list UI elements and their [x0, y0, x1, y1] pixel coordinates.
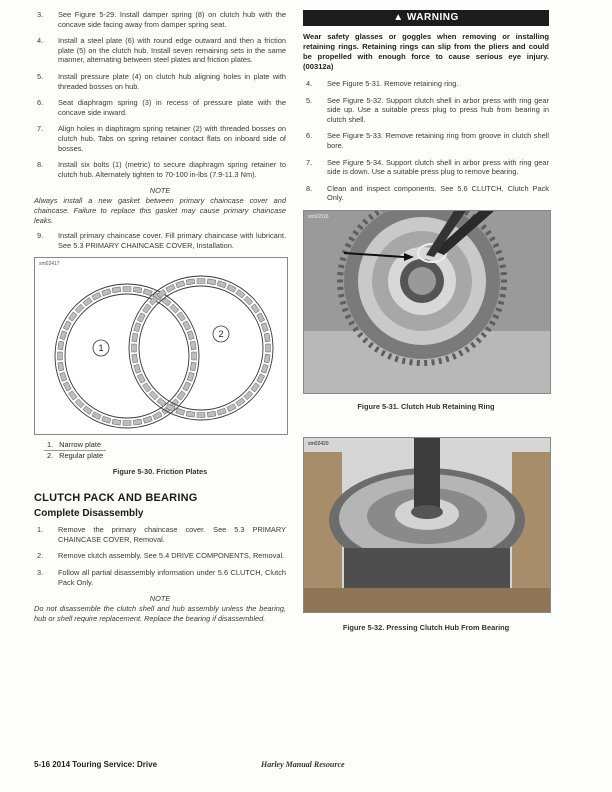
step-number: 2. — [37, 551, 44, 561]
step-item — [34, 551, 286, 561]
warning-text: Wear safety glasses or goggles when removing or installing retaining rings. Retaining rings can slip from the pliers and could be propelled with enough force to cause serious eye injury. (00312a) — [303, 32, 549, 71]
callout-1-label: 1 — [98, 343, 104, 354]
figure-caption: Figure 5-30. Friction Plates — [112, 467, 208, 477]
friction-pad — [187, 331, 194, 340]
step-number: 4. — [37, 36, 44, 46]
friction-pad — [170, 304, 179, 313]
step-text: Seat diaphragm spring (3) in recess of pressure plate with the concave side inward. — [58, 98, 286, 117]
friction-pad — [92, 412, 101, 420]
step-number: 8. — [306, 183, 313, 193]
friction-pad — [60, 372, 67, 381]
friction-pad — [207, 279, 216, 285]
step-number: 6. — [37, 98, 44, 108]
friction-pad — [143, 289, 152, 296]
narrow-plate-illustration — [55, 284, 199, 428]
friction-pad — [217, 408, 226, 415]
step-text: Install six bolts (1) (metric) to secure diaphragm spring retainer to clutch hub. Alternately tighten to 70-100 in-lbs (7.9-11.3 Nm). — [58, 160, 286, 179]
photo-arbor-press — [304, 438, 550, 612]
step-number: 3. — [37, 568, 44, 578]
friction-pad — [264, 333, 270, 342]
legend-number: 2. — [44, 451, 56, 462]
friction-pad — [264, 354, 270, 363]
friction-pad — [143, 304, 152, 313]
friction-pad — [102, 416, 111, 423]
friction-pad — [112, 419, 121, 425]
friction-pad — [123, 421, 131, 426]
friction-pad — [251, 304, 260, 313]
friction-pad — [176, 281, 185, 288]
step-text: Align holes in diaphragm spring retainer (2) with threaded bosses on clutch hub. Tabs on spring retainer contact flats on inboard side of bosses. — [58, 124, 286, 153]
gear-tooth — [417, 360, 420, 366]
note-text: Always install a new gasket between primary chaincase cover and chaincase. Failure to replace this gasket may cause primary chaincase leaks. — [34, 196, 286, 225]
friction-pad — [236, 290, 245, 299]
friction-pad — [177, 391, 186, 400]
step-number: 9. — [37, 231, 44, 241]
warning-banner — [303, 10, 549, 26]
friction-pad — [92, 293, 101, 301]
friction-pad — [69, 391, 78, 400]
warning-label: WARNING — [406, 12, 459, 23]
photo-clutch-hub — [304, 211, 550, 393]
note-title: NOTE — [149, 594, 171, 604]
friction-pad — [183, 382, 191, 391]
step-item — [303, 79, 549, 89]
page-footer-right: Harley Manual Resource — [261, 760, 345, 769]
callout-2-label: 2 — [218, 329, 224, 340]
friction-pad — [192, 352, 197, 360]
arbor-press-photo-illustration — [304, 438, 550, 612]
friction-pad — [58, 341, 64, 350]
step-text: Install pressure plate (4) on clutch hub aligning holes in plate with threaded bosses on hub. — [58, 71, 286, 91]
step-number: 8. — [37, 160, 44, 170]
step-item — [34, 36, 286, 65]
friction-pad — [63, 321, 71, 330]
step-text: Follow all partial disassembly information under 5.6 CLUTCH, Clutch Pack Only. — [58, 568, 286, 587]
step-number: 6. — [306, 131, 313, 141]
step-text: Remove clutch assembly. See 5.4 DRIVE COMPONENTS, Removal. — [58, 551, 285, 561]
step-text: Install primary chaincase cover. Fill primary chaincase with lubricant. See 5.3 PRIMARY CHAINCASE COVER, Installation. — [58, 231, 286, 250]
step-number: 5. — [306, 95, 313, 105]
friction-pad — [197, 279, 205, 284]
step-item — [303, 184, 549, 203]
friction-pad — [143, 383, 152, 392]
figure-tag: sm02417 — [39, 261, 60, 268]
friction-pad — [177, 312, 186, 321]
figure-pressing-hub — [303, 437, 551, 613]
friction-pad — [186, 411, 195, 417]
friction-pad — [153, 412, 162, 420]
friction-pad — [133, 419, 142, 425]
friction-pad — [132, 333, 138, 342]
step-item — [303, 158, 549, 177]
figure-friction-plates — [34, 257, 288, 435]
step-text: See Figure 5-29. Install damper spring (8) on clutch hub with the concave side facing away from damper spring seat. — [58, 10, 286, 29]
figure-caption: Figure 5-31. Clutch Hub Retaining Ring — [357, 401, 495, 411]
gear-tooth — [501, 272, 507, 276]
legend-label: Regular plate — [56, 451, 106, 462]
friction-pad — [149, 391, 158, 400]
step-number: 7. — [37, 124, 44, 134]
friction-pad — [176, 408, 185, 415]
disassembly-steps-continued — [303, 79, 549, 203]
friction-pad — [227, 404, 236, 412]
disassembly-steps — [34, 525, 286, 587]
gear-tooth — [424, 360, 427, 366]
step-text: See Figure 5-34. Support clutch shell in arbor press with ring gear side is down. Use a suitable press plug to remove bearing. — [327, 157, 549, 177]
friction-pad — [266, 344, 271, 352]
friction-pad — [69, 312, 78, 321]
friction-pad — [133, 287, 142, 293]
step-text: Remove the primary chaincase cover. See 5.3 PRIMARY CHAINCASE COVER, Removal. — [58, 525, 286, 544]
friction-pad — [207, 411, 216, 417]
friction-pad — [143, 416, 152, 423]
friction-pad — [190, 362, 196, 371]
step-number: 4. — [306, 79, 313, 88]
step-number: 7. — [306, 157, 313, 167]
figure-caption: Figure 5-32. Pressing Clutch Hub From Bearing — [342, 622, 510, 632]
section-title: CLUTCH PACK AND BEARING — [34, 492, 198, 505]
step-item — [34, 568, 286, 587]
friction-pad — [187, 372, 194, 381]
step-number: 1. — [37, 525, 44, 535]
warning-triangle-icon: ▲ — [393, 12, 404, 23]
friction-pad — [236, 398, 245, 407]
friction-pad — [197, 413, 205, 418]
figure-retaining-ring — [303, 210, 551, 394]
friction-pad — [183, 321, 191, 330]
step-text: Clean and inspect components. See 5.6 CLUTCH, Clutch Pack Only. — [327, 183, 549, 203]
step-item — [34, 10, 286, 29]
friction-pad — [244, 391, 253, 400]
step-text: See Figure 5-32. Support clutch shell in arbor press with ring gear side up. Use a suitable press plug to press hub from bearing in clutch shell. — [327, 95, 549, 124]
step-item — [303, 131, 549, 150]
figure-tag: sm02420 — [308, 440, 329, 447]
friction-pad — [190, 341, 196, 350]
section-subtitle: Complete Disassembly — [34, 508, 144, 520]
friction-pad — [60, 331, 67, 340]
step-item — [34, 72, 286, 91]
friction-pad — [217, 281, 226, 288]
right-column — [303, 10, 549, 632]
step-item — [34, 160, 286, 179]
step-item — [34, 525, 286, 544]
friction-pad — [261, 364, 268, 373]
friction-pad — [137, 374, 145, 383]
friction-pad — [132, 354, 138, 363]
step-item — [34, 231, 286, 250]
friction-pad — [134, 364, 141, 373]
friction-pad — [83, 298, 92, 307]
figure-tag: sm01516 — [308, 213, 329, 220]
assembly-steps — [34, 10, 286, 179]
step-text: Install a steel plate (6) with round edge outward and then a friction plate (5) on the clutch hub. Install seven remaining sets in the same manner, alternating between steel plates and friction plates. — [58, 36, 286, 65]
friction-pad — [137, 313, 145, 322]
step-item — [34, 98, 286, 117]
step-number: 5. — [37, 71, 44, 81]
friction-pad — [112, 287, 121, 293]
step-item — [34, 124, 286, 153]
figure-legend — [44, 440, 106, 461]
note-title: NOTE — [149, 186, 171, 196]
note-text: Do not disassemble the clutch shell and hub assembly unless the bearing, hub or shell require replacement. Replace the bearing if disassembled. — [34, 604, 286, 623]
friction-pad — [134, 323, 141, 332]
gear-tooth — [337, 287, 343, 291]
friction-plates-drawing — [35, 258, 287, 434]
gear-tooth — [501, 279, 507, 282]
legend-label: Narrow plate — [59, 440, 102, 450]
friction-pad — [257, 313, 265, 322]
friction-pad — [166, 285, 175, 293]
left-column — [34, 10, 286, 629]
step-text: See Figure 5-33. Remove retaining ring from groove in clutch shell bore. — [327, 131, 549, 150]
friction-pad — [261, 323, 268, 332]
friction-pad — [83, 406, 92, 415]
step-number: 3. — [37, 10, 44, 19]
step-item — [303, 96, 549, 125]
gear-tooth — [337, 279, 343, 282]
friction-pad — [244, 296, 253, 305]
clutch-hub-photo-illustration — [304, 211, 550, 393]
friction-pad — [186, 279, 195, 285]
friction-pad — [123, 287, 131, 292]
friction-pad — [227, 285, 236, 293]
friction-pad — [75, 304, 84, 313]
page-footer-left: 5-16 2014 Touring Service: Drive — [34, 760, 158, 769]
friction-pad — [58, 352, 63, 360]
friction-pad — [102, 289, 111, 296]
friction-pad — [257, 374, 265, 383]
legend-number: 1. — [47, 440, 54, 450]
friction-pad — [132, 344, 137, 352]
step-text: See Figure 5-31. Remove retaining ring. — [327, 79, 459, 88]
friction-pad — [58, 362, 64, 371]
gear-tooth — [337, 272, 343, 276]
friction-pad — [75, 399, 84, 408]
gear-tooth — [501, 287, 507, 291]
friction-pad — [251, 383, 260, 392]
friction-pad — [63, 382, 71, 391]
regular-plate-illustration — [129, 276, 273, 420]
